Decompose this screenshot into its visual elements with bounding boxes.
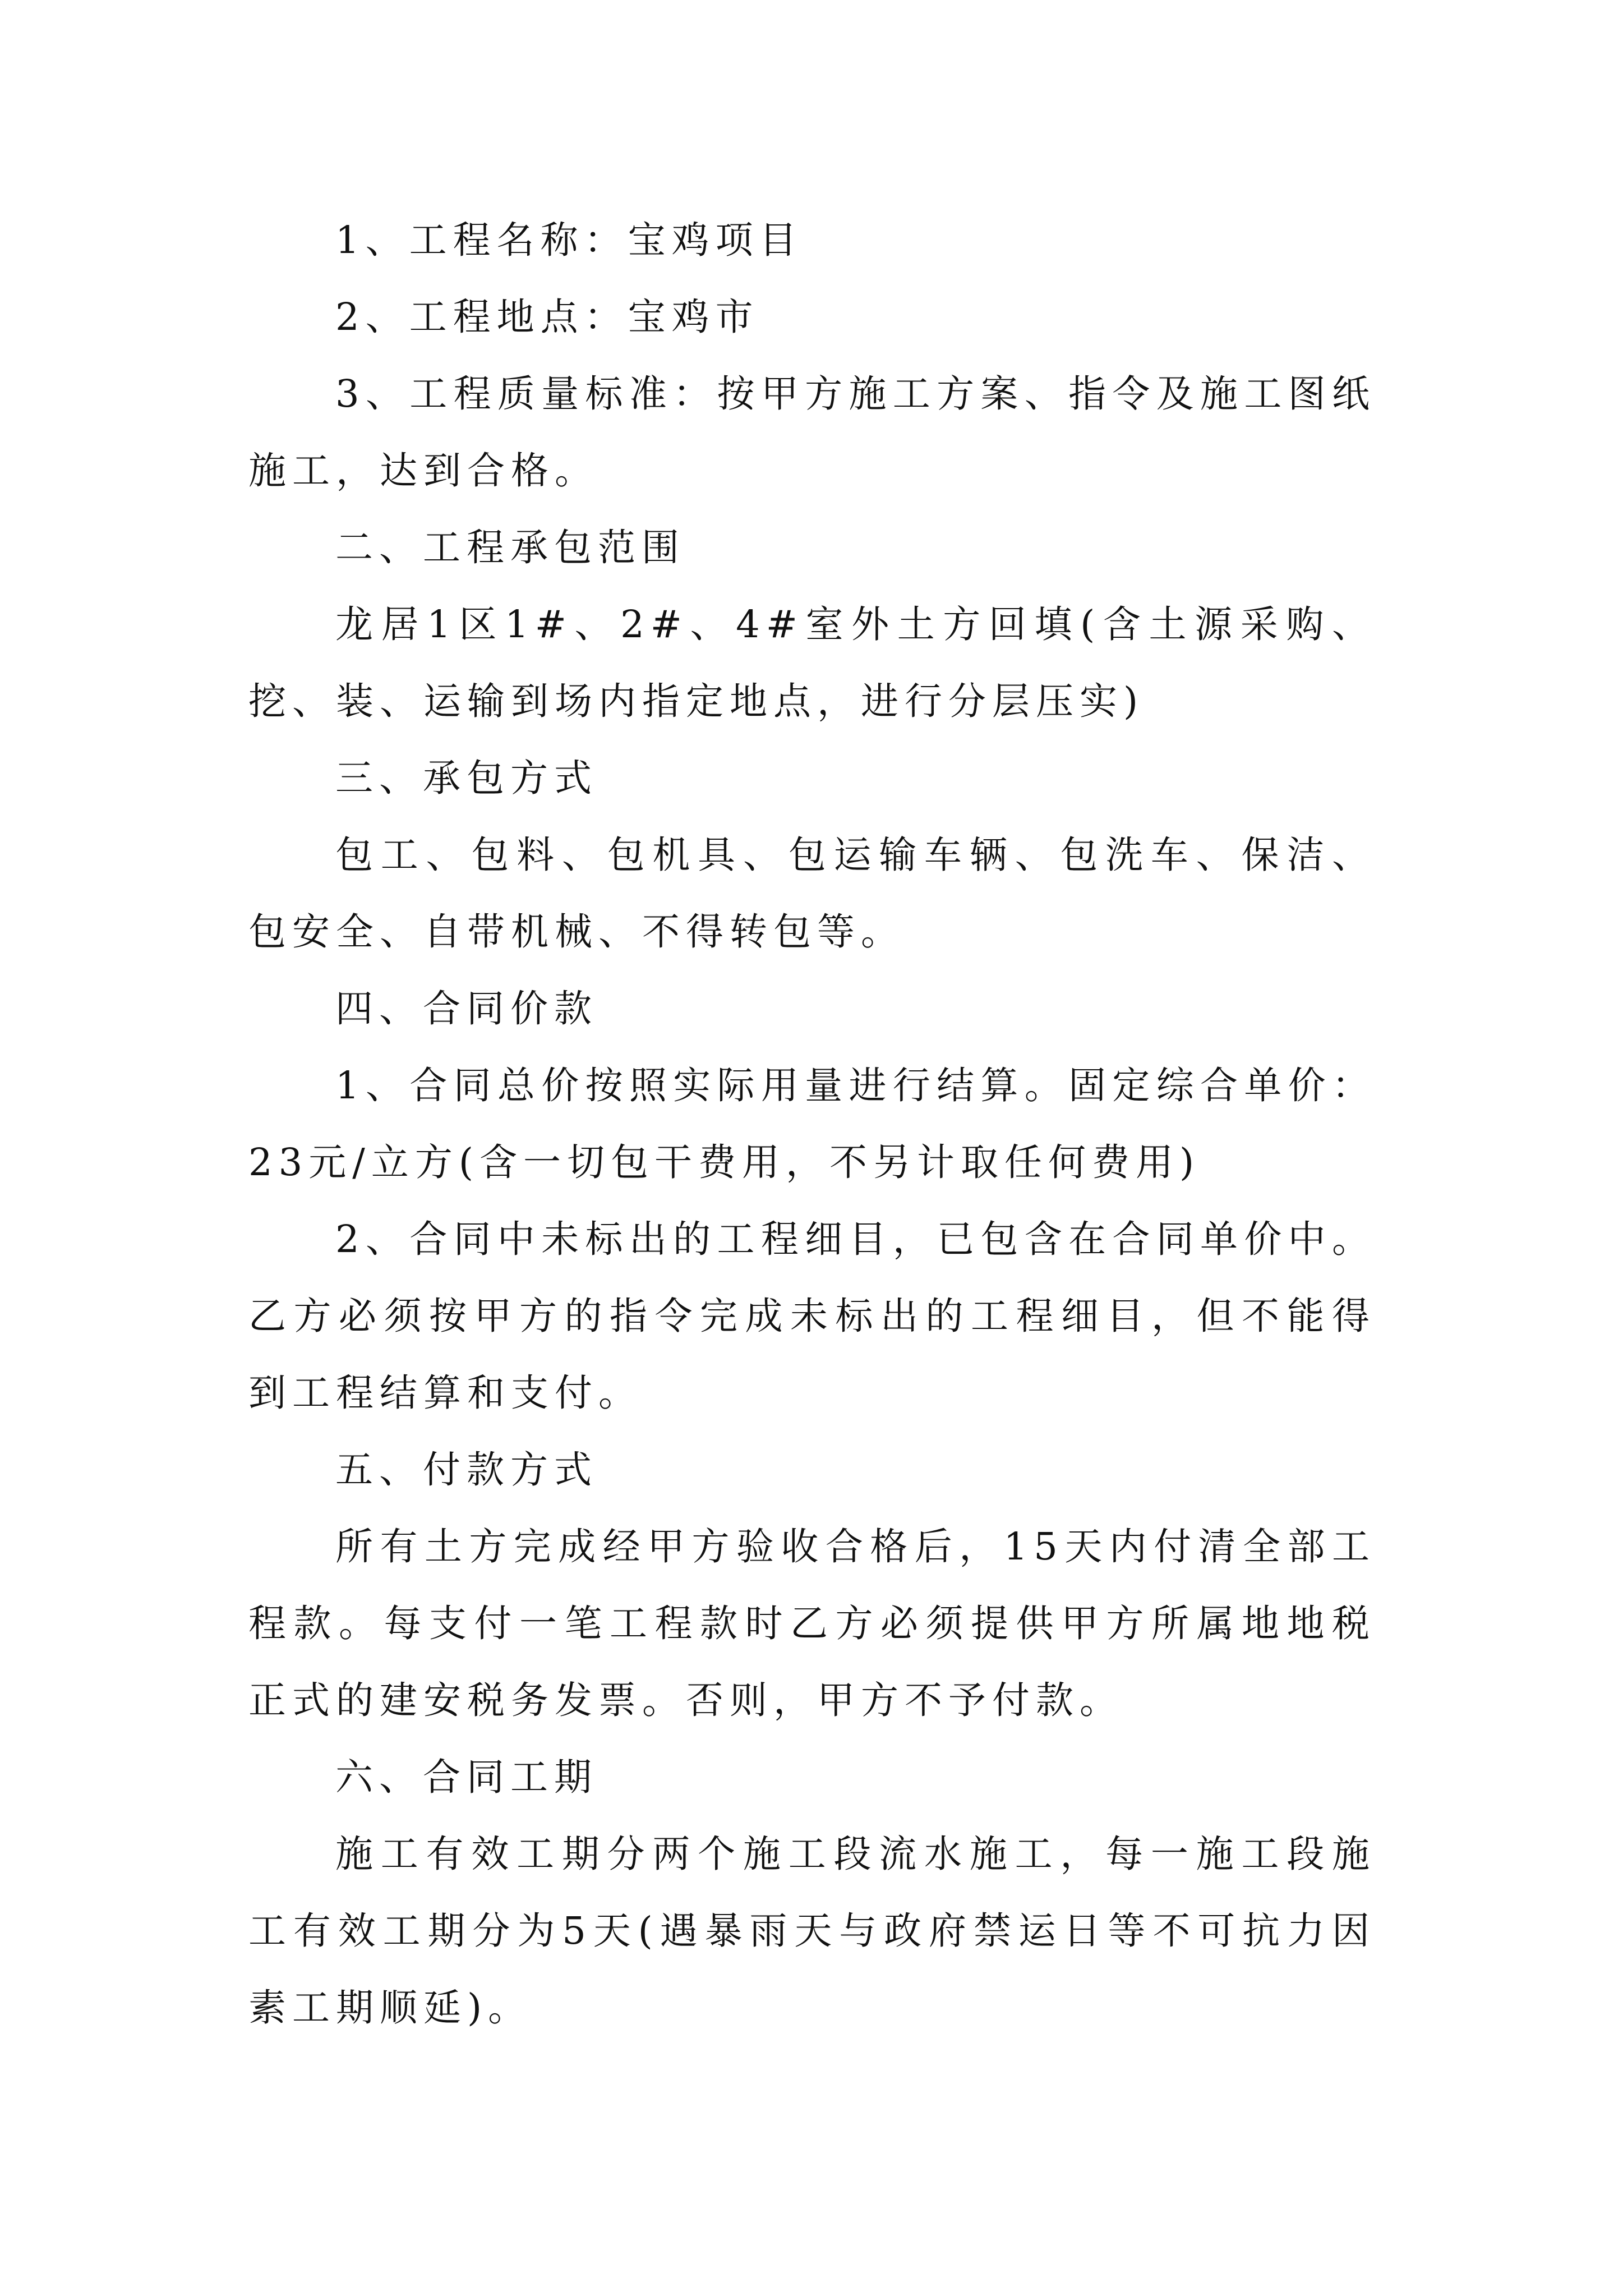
heading-contract-price: 四、合同价款: [335, 987, 598, 1030]
item-project-name: 1、工程名称：宝鸡项目: [335, 218, 803, 262]
scope-description: 龙居1区1#、2#、4#室外土方回填(含土源采购、挖、装、运输到场内指定地点，进行分层压实): [248, 602, 1376, 723]
heading-contract-method: 三、承包方式: [335, 756, 598, 800]
heading-contract-duration: 六、合同工期: [335, 1755, 598, 1799]
heading-contract-scope: 二、工程承包范围: [335, 526, 685, 569]
item-project-location: 2、工程地点：宝鸡市: [335, 295, 759, 339]
method-description: 包工、包料、包机具、包运输车辆、包洗车、保洁、包安全、自带机械、不得转包等。: [248, 833, 1376, 954]
price-item-unlisted: 2、合同中未标出的工程细目，已包含在合同单价中。乙方必须按甲方的指令完成未标出的工程细目，但不能得到工程结算和支付。: [248, 1217, 1376, 1415]
heading-payment-method: 五、付款方式: [335, 1448, 598, 1492]
payment-description: 所有土方完成经甲方验收合格后，15天内付清全部工程款。每支付一笔工程款时乙方必须提供甲方所属地地税正式的建安税务发票。否则，甲方不予付款。: [248, 1525, 1376, 1722]
item-quality-standard: 3、工程质量标准：按甲方施工方案、指令及施工图纸施工，达到合格。: [248, 372, 1376, 493]
document-body: [248, 202, 1376, 2046]
duration-description: 施工有效工期分两个施工段流水施工，每一施工段施工有效工期分为5天(遇暴雨天与政府禁运日等不可抗力因素工期顺延)。: [248, 1832, 1376, 2030]
price-item-total: 1、合同总价按照实际用量进行结算。固定综合单价：23元/立方(含一切包干费用，不另计取任何费用): [248, 1064, 1376, 1184]
